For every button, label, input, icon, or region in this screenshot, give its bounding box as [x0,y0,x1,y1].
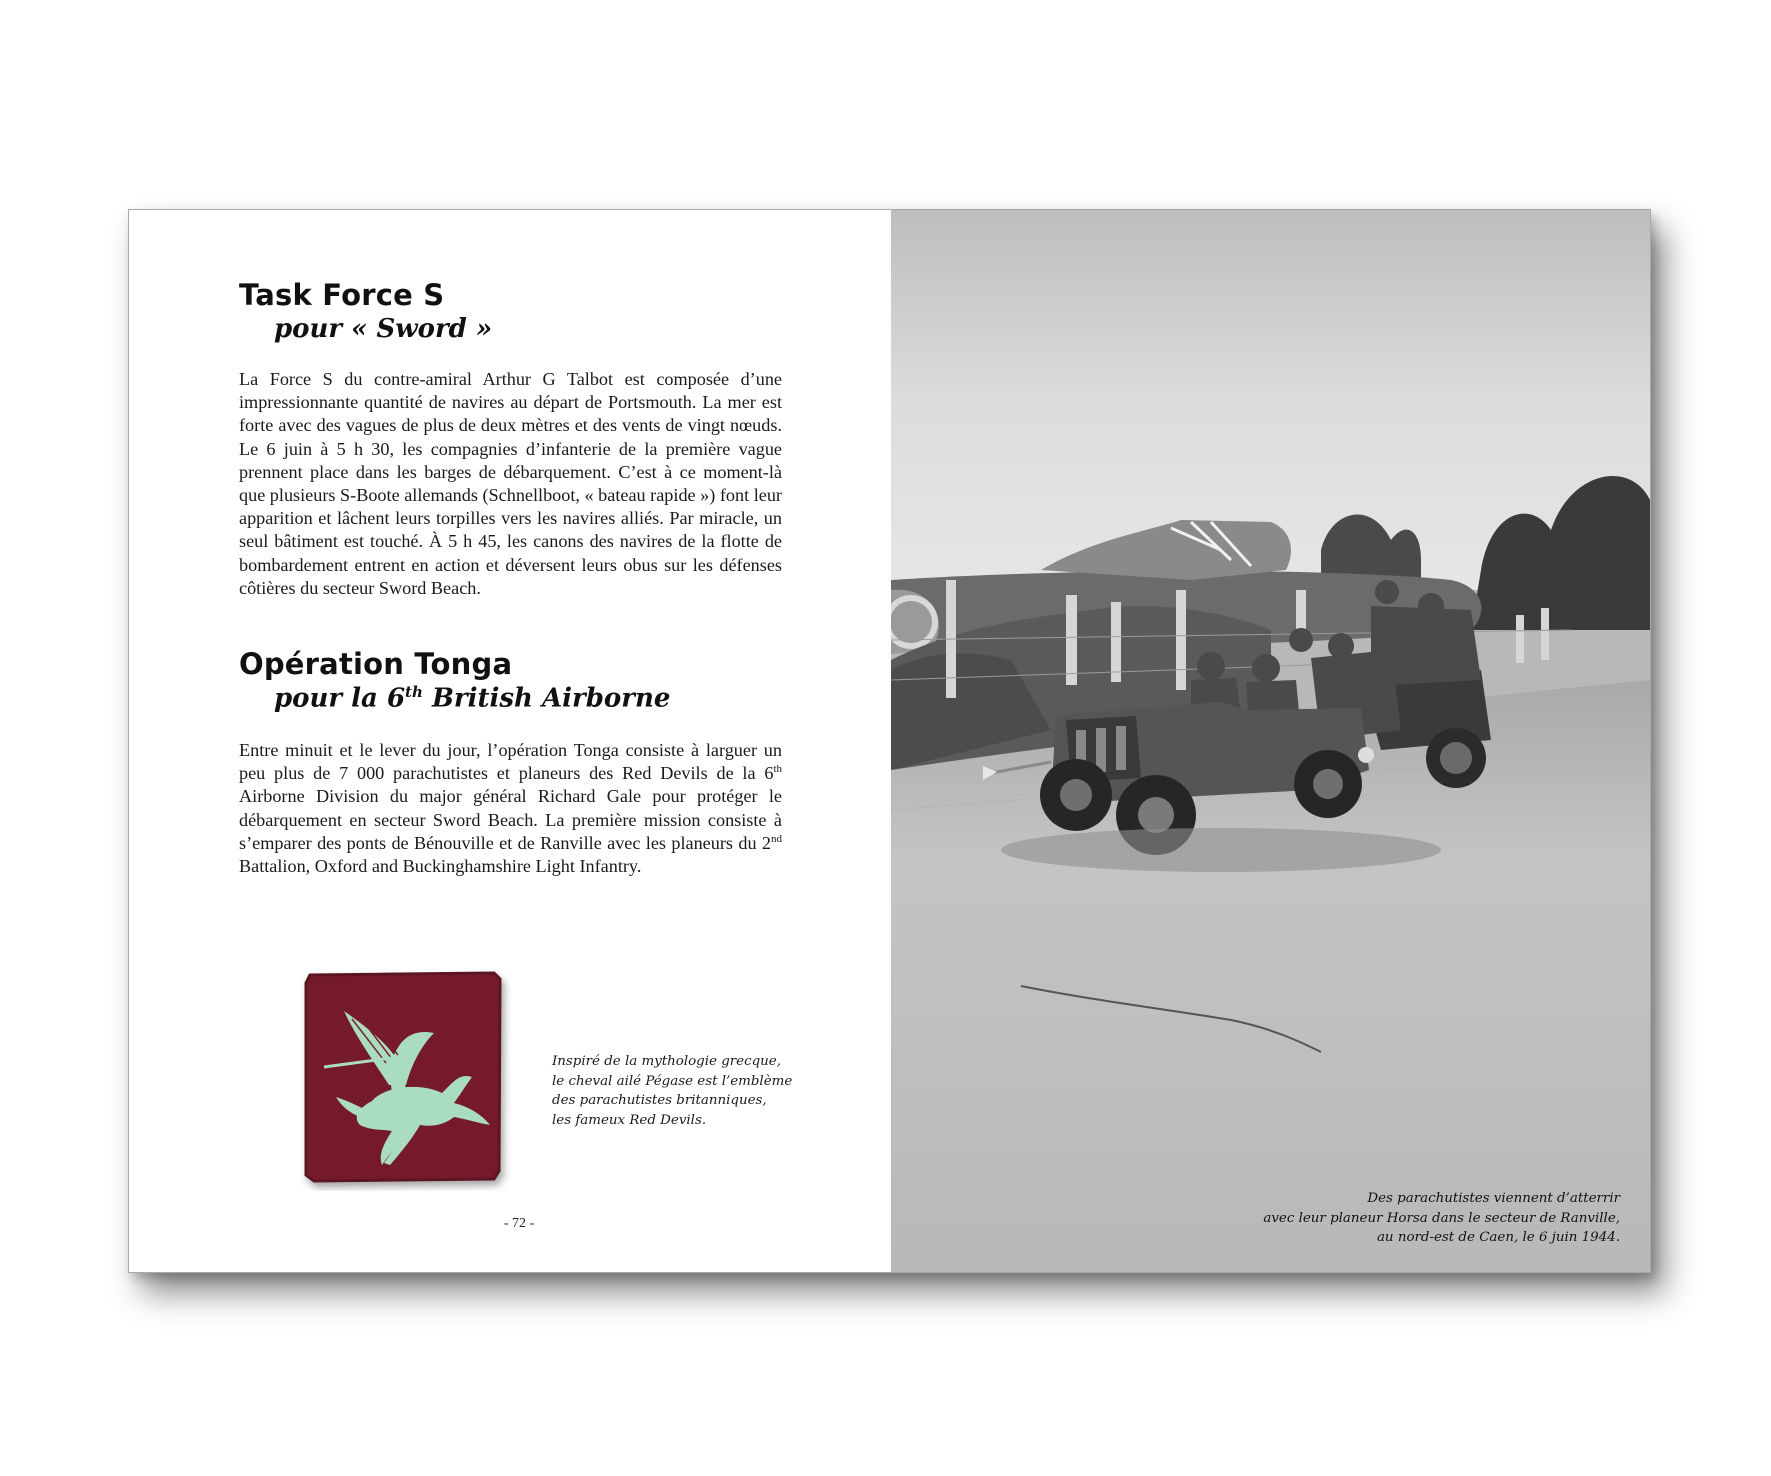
right-page [891,210,1650,1272]
section-subtitle-sword: pour « Sword » [274,314,493,344]
book-spread [128,209,1651,1273]
section-title-task-force-s: Task Force S [239,278,445,312]
paratroopers-jeep-photo [891,210,1650,1272]
photo-caption: Des parachutistes viennent d’atterrir avec leur planeur Horsa dans le secteur de Ranville, au nord-est de Caen, le 6 juin 1944. [1263,1191,1620,1245]
section-body-task-force-s: La Force S du contre-amiral Arthur G Talbot est composée d’une impressionnante quantité de navires au départ de Portsmouth. La mer est forte avec des vagues de plus de deux mètres et des vents de vingt nœuds. Le 6 juin à 5 h 30, les compagnies d’infanterie de la première vague prennent place dans les barges de débarquement. C’est à ce moment-là que plusieurs S-Boote allemands (Schnellboot, « bateau rapide ») font leur apparition et lâchent leurs torpilles vers les navires alliés. Par miracle, un seul bâtiment est touché. À 5 h 45, les canons des navires de la flotte de bombardement entrent en action et déversent leurs obus sur les défenses côtières du secteur Sword Beach. [239,369,782,598]
page-number: - 72 - [503,1216,535,1231]
pegasus-patch-image [294,967,516,1191]
section-subtitle-airborne: pour la 6th British Airborne [274,683,671,714]
patch-caption: Inspiré de la mythologie grecque, le cheval ailé Pégase est l’emblème des parachutistes britanniques, les fameux Red Devils. [552,1054,793,1128]
left-page [129,210,891,1272]
section-title-operation-tonga: Opération Tonga [239,647,513,681]
section-body-operation-tonga: Entre minuit et le lever du jour, l’opération Tonga consiste à larguer un peu plus de 7 000 parachutistes et planeurs des Red Devils de la 6th Airborne Division du major général Richard Gale pour protéger le débarquement en secteur Sword Beach. La première mission consiste à s’emparer des ponts de Bénouville et de Ranville avec les planeurs du 2nd Battalion, Oxford and Buckinghamshire Light Infantry. [239,740,782,877]
